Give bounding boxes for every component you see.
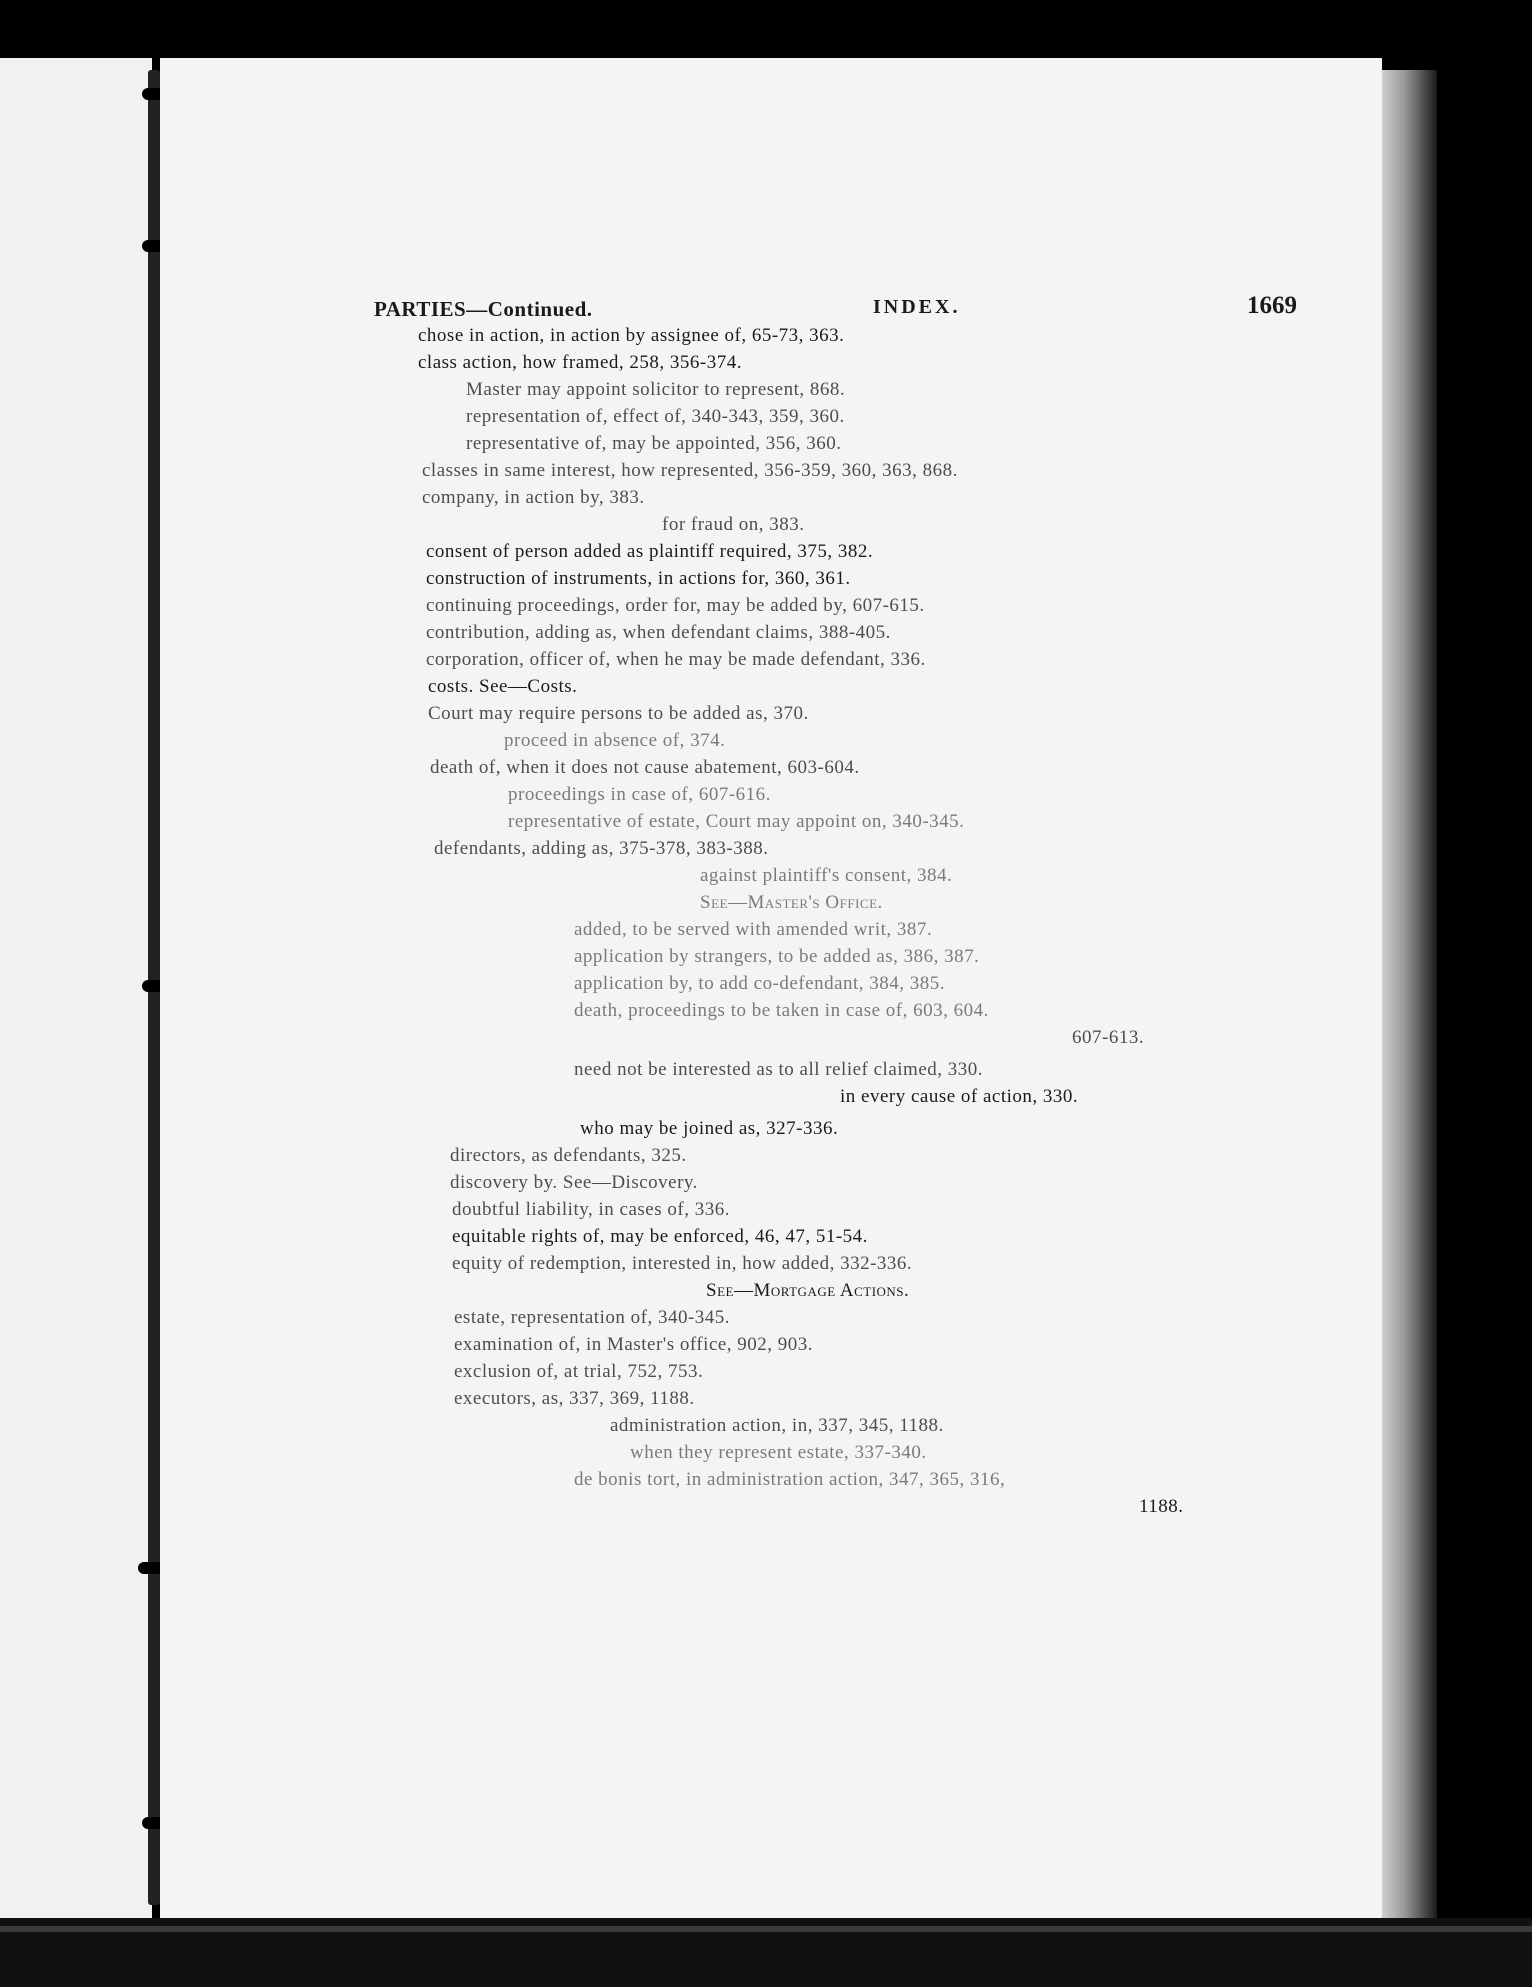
index-entry: defendants, adding as, 375-378, 383-388. [434, 838, 769, 859]
index-entry: 1188. [1139, 1496, 1184, 1517]
index-entry: directors, as defendants, 325. [450, 1145, 687, 1166]
cross-reference: See—Master's Office. [700, 892, 883, 913]
index-entry: class action, how framed, 258, 356-374. [418, 352, 742, 373]
bottom-edge-texture [0, 1926, 1532, 1932]
index-entry: representative of, may be appointed, 356, 360. [466, 433, 842, 454]
index-entry: executors, as, 337, 369, 1188. [454, 1388, 695, 1409]
index-entry: equity of redemption, interested in, how added, 332-336. [452, 1253, 913, 1274]
index-entry: in every cause of action, 330. [840, 1086, 1079, 1107]
index-entry: corporation, officer of, when he may be made defendant, 336. [426, 649, 926, 670]
index-entry: costs. See—Costs. [428, 676, 578, 697]
index-entry: discovery by. See—Discovery. [450, 1172, 698, 1193]
page-edge [1382, 70, 1437, 1920]
index-entry: estate, representation of, 340-345. [454, 1307, 731, 1328]
index-entry: consent of person added as plaintiff required, 375, 382. [426, 541, 874, 562]
index-entry: Court may require persons to be added as, 370. [428, 703, 809, 724]
index-entry: exclusion of, at trial, 752, 753. [454, 1361, 704, 1382]
left-page [0, 58, 152, 1918]
index-entry: contribution, adding as, when defendant claims, 388-405. [426, 622, 891, 643]
index-entry: administration action, in, 337, 345, 1188. [610, 1415, 944, 1436]
index-entry: added, to be served with amended writ, 387. [574, 919, 933, 940]
index-entry: construction of instruments, in actions for, 360, 361. [426, 568, 851, 589]
index-entry: proceedings in case of, 607-616. [508, 784, 771, 805]
index-entry: proceed in absence of, 374. [504, 730, 726, 751]
index-entry: representation of, effect of, 340-343, 359, 360. [466, 406, 845, 427]
index-entry: de bonis tort, in administration action, 347, 365, 316, [574, 1469, 1006, 1490]
index-entry: when they represent estate, 337-340. [630, 1442, 927, 1463]
index-entry: application by, to add co-defendant, 384, 385. [574, 973, 946, 994]
index-entry: equitable rights of, may be enforced, 46, 47, 51-54. [452, 1226, 868, 1247]
index-entry: classes in same interest, how represented, 356-359, 360, 363, 868. [422, 460, 958, 481]
cross-reference: See—Mortgage Actions. [706, 1280, 910, 1301]
index-entry: continuing proceedings, order for, may be added by, 607-615. [426, 595, 925, 616]
index-entry: death, proceedings to be taken in case of, 603, 604. [574, 1000, 989, 1021]
index-entry: need not be interested as to all relief claimed, 330. [574, 1059, 983, 1080]
index-entry: 607-613. [1072, 1027, 1145, 1048]
index-entry: examination of, in Master's office, 902, 903. [454, 1334, 814, 1355]
index-entry: against plaintiff's consent, 384. [700, 865, 953, 886]
index-heading: PARTIES—Continued. [374, 297, 593, 321]
page-number: 1669 [1247, 292, 1297, 319]
index-entry: representative of estate, Court may appoint on, 340-345. [508, 811, 965, 832]
index-entry: application by strangers, to be added as, 386, 387. [574, 946, 980, 967]
index-entry: death of, when it does not cause abatement, 603-604. [430, 757, 860, 778]
index-entry: doubtful liability, in cases of, 336. [452, 1199, 730, 1220]
index-entry: for fraud on, 383. [662, 514, 805, 535]
index-page [160, 58, 1382, 1918]
index-entry: company, in action by, 383. [422, 487, 645, 508]
index-entry: chose in action, in action by assignee of, 65-73, 363. [418, 325, 845, 346]
running-head: INDEX. [873, 296, 961, 318]
index-entry: Master may appoint solicitor to represent, 868. [466, 379, 846, 400]
index-entry: who may be joined as, 327-336. [580, 1118, 839, 1139]
